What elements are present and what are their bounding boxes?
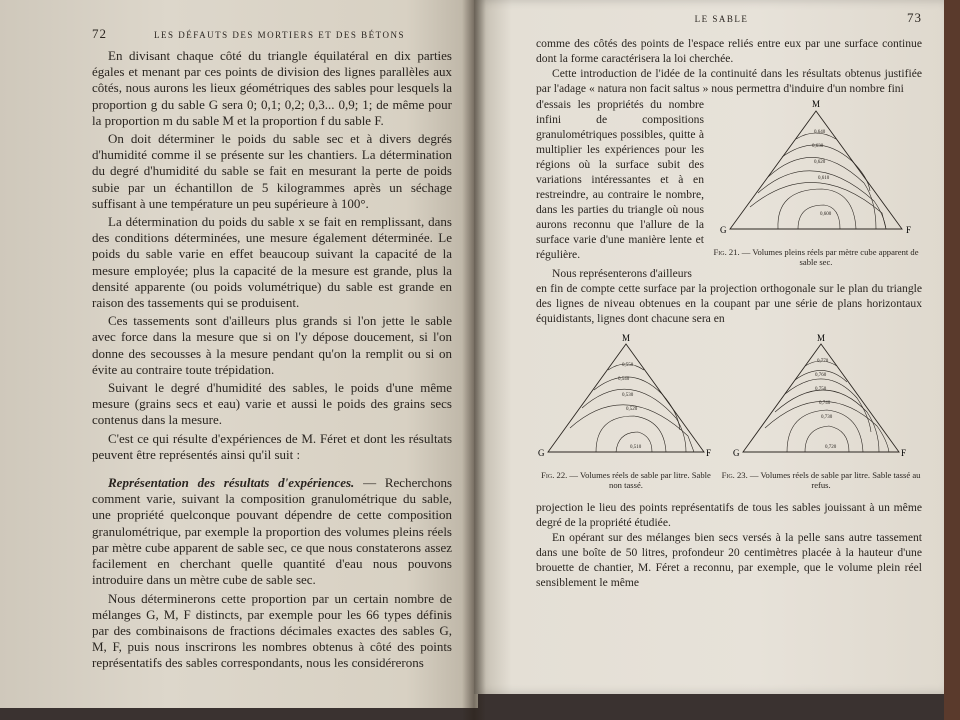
figure-caption: Fig. 21. — Volumes pleins réels par mètre cube apparent de sable sec. (713, 247, 919, 267)
vertex-f: F (906, 225, 912, 235)
paragraph: Suivant le degré d'humidité des sables, le poids d'une même mesure (grains secs et eau) varie et aussi le poids des grains secs contenus dans la mesure. (92, 380, 452, 428)
figure-caption: Fig. 22. — Volumes réels de sable par litre. Sable non tassé. (541, 470, 711, 490)
svg-text:0,600: 0,600 (820, 212, 832, 217)
svg-text:0,720: 0,720 (825, 445, 837, 450)
paragraph: La détermination du poids du sable x se fait en remplissant, dans des conditions déterminées, une mesure également déterminée. Le poids du sable varie en effet beaucoup suivant la capacité de la mesure employée; plus la capacité de la mesure est grande, plus la densité apparente (ou poids volumétrique) du sable est grande en raison des tassements qui se produisent. (92, 214, 452, 311)
svg-text:M: M (621, 333, 631, 343)
triangle-outline (730, 111, 902, 229)
svg-text:F: F (901, 448, 907, 458)
svg-text:0,550: 0,550 (622, 363, 634, 368)
paragraph: En divisant chaque côté du triangle équilatéral en dix parties égales et menant par ces points de division des lignes parallèles aux côtés, nous aurons les lieux géométriques des sables pour lesquels la proportion g du sable G sera 0; 0,1; 0,2; 0,3... 0,9; 1; de même pour la proportion m du sable M et la proportion f du sable F. (92, 48, 452, 128)
paragraph: d'essais les propriétés du nombre infini de compositions granulométriques possibles, quitte à multiplier les expériences pour les régions où la surface subit des variations intéressantes et à en restreindre, au contraire le nombre, dans les parties du triangle où nous aurons reconnu que l'allure de la surface varie d'une manière lente et régulière. (536, 98, 704, 261)
svg-text:0,730: 0,730 (821, 415, 833, 420)
right-page (474, 0, 944, 694)
svg-text:F: F (706, 448, 712, 458)
section-text: — Recherchons comment varie, suivant la composition granulométrique du sable, une propriété quelconque pouvant dépendre de cette composition granulométrique, par exemple la proportion des volumes pleins réels par mètre cube apparent de sable sec, ce que nous constaterons assez facilement en cherchant quelle quantité d'eau nous pouvons introduire dans un mètre cube de sable sec. (92, 475, 453, 588)
paragraph: En opérant sur des mélanges bien secs versés à la pelle sans autre tassement dans une boîte de 50 litres, profondeur 20 centimètres placée à la hauteur d'une brouette de chantier, M. Féret a reconnu, par exemple, que le volume plein réel sensiblement le même (536, 531, 922, 589)
figure-22 (536, 332, 716, 490)
paragraph: Nous déterminerons cette proportion par un certain nombre de mélanges G, M, F distincts, par exemple pour les 66 types définis par des combinaisons de fractions décimales exactes des sables G, M, F, puis nous inscrirons les nombres obtenus à côté des points représentatifs des sables correspondants, nous les considérerons (92, 590, 452, 671)
book-spine-shadow (462, 0, 486, 720)
paragraph: Cette introduction de l'idée de la continuité dans les résultats obtenus justifiée par l'adage « natura non facit saltus » nous permettra d'induire d'un nombre fini (536, 67, 922, 95)
svg-text:0,630: 0,630 (812, 144, 824, 149)
triangle-diagram (538, 332, 714, 462)
svg-text:0,530: 0,530 (622, 393, 634, 398)
page-number: 72 (92, 26, 107, 41)
figure-caption: Fig. 23. — Volumes réels de sable par litre. Sable tassé au refus. (721, 470, 921, 490)
section-title: Représentation des résultats d'expériences. (108, 475, 355, 491)
right-header (536, 10, 922, 26)
running-head: LES DÉFAUTS DES MORTIERS ET DES BÉTONS (154, 30, 405, 40)
svg-text:0,610: 0,610 (818, 176, 830, 181)
svg-text:0,770: 0,770 (817, 359, 829, 364)
vertex-m: M (811, 99, 821, 109)
svg-text:0,510: 0,510 (630, 445, 642, 450)
paragraph: C'est ce qui résulte d'expériences de M. Féret et dont les résultats peuvent être représentés ainsi qu'il suit : (92, 430, 452, 462)
svg-text:0,750: 0,750 (815, 387, 827, 392)
triangle-diagram (718, 97, 914, 239)
svg-text:M: M (816, 333, 826, 343)
left-header (92, 26, 452, 42)
svg-text:0,620: 0,620 (814, 160, 826, 165)
svg-text:0,760: 0,760 (815, 373, 827, 378)
section-paragraph (92, 475, 452, 588)
running-head: LE SABLE (694, 14, 749, 24)
paragraph: Nous représenterons d'ailleurs (552, 267, 692, 280)
triangle-diagram (733, 332, 909, 462)
svg-text:0,640: 0,640 (814, 130, 826, 135)
svg-text:0,520: 0,520 (626, 407, 638, 412)
paragraph: en fin de compte cette surface par la projection orthogonale sur le plan du triangle des lignes de niveau obtenues en la coupant par une série de plans horizontaux équidistants, lignes dont chacune sera en (536, 282, 922, 325)
figure-23 (720, 332, 922, 490)
paragraph: Ces tassements sont d'ailleurs plus grands si l'on jette le sable avec force dans la mesure que si on l'y dépose doucement, si l'on donne des secousses à la mesure pendant qu'on la remplit ou si on évite au contraire toute trépidation. (92, 313, 452, 377)
figure-21 (710, 97, 922, 281)
vertex-g: G (720, 225, 727, 235)
svg-text:0,740: 0,740 (819, 401, 831, 406)
page-number: 73 (907, 10, 922, 25)
svg-text:G: G (733, 448, 740, 458)
svg-text:0,540: 0,540 (618, 377, 630, 382)
paragraph: comme des côtés des points de l'espace reliés entre eux par une surface continue dont la forme caractérisera la loi cherchée. (536, 37, 922, 65)
paragraph: On doit déterminer le poids du sable sec et à divers degrés d'humidité comme il se présente sur les chantiers. La détermination du degré d'humidité du sable se fait en mesurant la perte de poids subie par un échantillon de 5 kilogrammes après un séchage suffisant à une température un peu supérieure à 100°. (92, 131, 452, 211)
left-page (0, 0, 478, 708)
book-cover-edge (944, 0, 960, 720)
svg-text:G: G (538, 448, 545, 458)
paragraph: projection le lieu des points représentatifs de tous les sables jouissant à un même degré de la propriété étudiée. (536, 501, 922, 529)
